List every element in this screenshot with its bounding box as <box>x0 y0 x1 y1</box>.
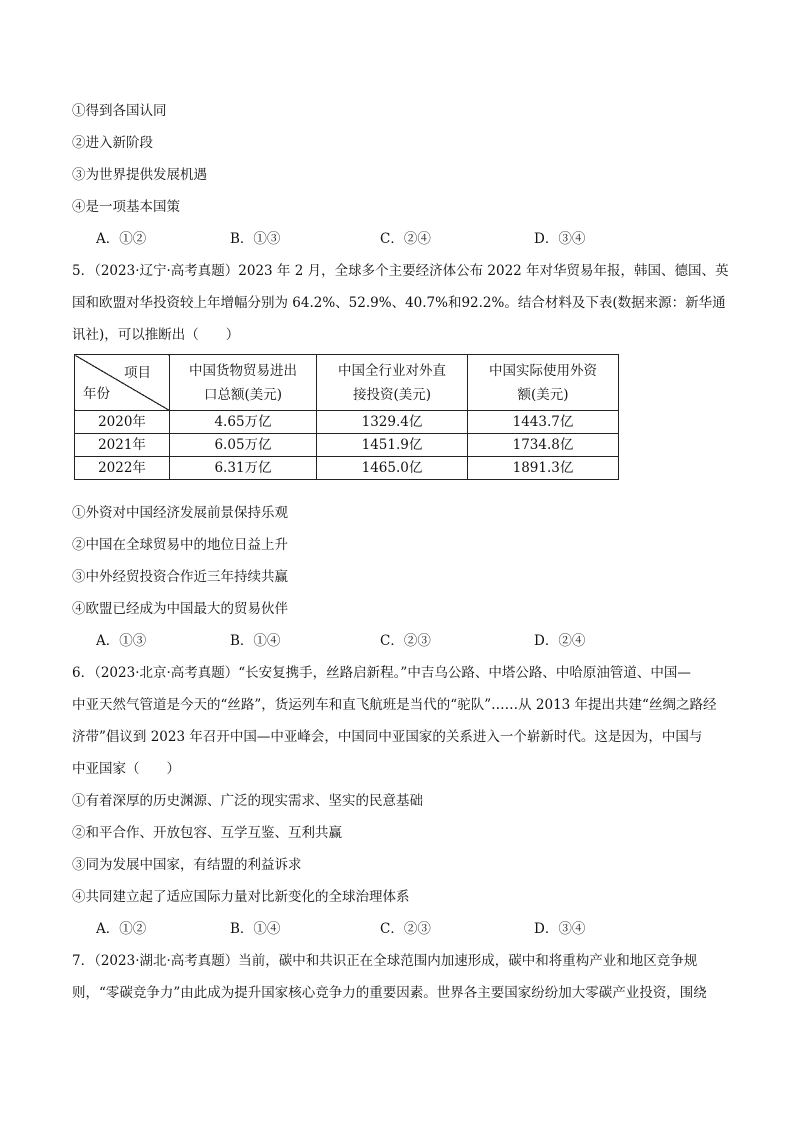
table-cell: 2020年 <box>75 411 170 434</box>
table-cell: 1443.7亿 <box>468 411 619 434</box>
q5-item-4: ④欧盟已经成为中国最大的贸易伙伴 <box>72 601 288 617</box>
q6-option-c[interactable]: C．②③ <box>380 921 431 937</box>
table-cell: 1451.9亿 <box>317 434 468 457</box>
table-row <box>75 457 619 480</box>
q4-item-1: ①得到各国认同 <box>72 103 167 119</box>
table-row <box>75 411 619 434</box>
q6-option-d[interactable]: D．③④ <box>534 921 586 937</box>
table-cell: 1891.3亿 <box>468 457 619 480</box>
table-header-trade: 中国货物贸易进出 口总额(美元) <box>170 355 317 411</box>
q6-option-b[interactable]: B．①④ <box>230 921 281 937</box>
table-cell: 4.65万亿 <box>170 411 317 434</box>
q6-stem-line-2: 中亚天然气管道是今天的“丝路”，货运列车和直飞航班是当代的“驼队”……从 2013 年提出共建“丝绸之路经 <box>72 697 717 713</box>
q4-option-a[interactable]: A．①② <box>96 231 147 247</box>
q5-option-d[interactable]: D．②④ <box>534 633 586 649</box>
q6-options <box>96 919 696 939</box>
table-cell: 2021年 <box>75 434 170 457</box>
table-cell: 1465.0亿 <box>317 457 468 480</box>
q5-data-table <box>74 354 619 480</box>
q6-stem-line-3: 济带”倡议到 2023 年召开中国—中亚峰会，中国同中亚国家的关系进入一个崭新时代。这是因为，中国与 <box>72 729 703 745</box>
q5-option-a[interactable]: A．①③ <box>96 633 147 649</box>
table-cell: 6.05万亿 <box>170 434 317 457</box>
q6-stem-line-1: 6．（2023·北京·高考真题）“长安复携手，丝路启新程。”中吉乌公路、中塔公路、中哈原油管道、中国— <box>72 665 691 681</box>
q5-item-2: ②中国在全球贸易中的地位日益上升 <box>72 537 288 553</box>
q5-stem-line-2: 国和欧盟对华投资较上年增幅分别为 64.2%、52.9%、40.7%和92.2%。结合材料及下表(数据来源：新华通 <box>72 295 726 311</box>
q4-item-4: ④是一项基本国策 <box>72 199 180 215</box>
table-cell: 6.31万亿 <box>170 457 317 480</box>
table-corner-cell <box>75 355 170 411</box>
q7-stem-line-1: 7．（2023·湖北·高考真题）当前，碳中和共识正在全球范围内加速形成，碳中和将重构产业和地区竞争规 <box>72 953 698 969</box>
q5-options <box>96 631 696 651</box>
q4-option-c[interactable]: C．②④ <box>380 231 431 247</box>
corner-label-year: 年份 <box>83 386 110 402</box>
q4-item-2: ②进入新阶段 <box>72 135 153 151</box>
q5-item-1: ①外资对中国经济发展前景保持乐观 <box>72 505 288 521</box>
q5-option-b[interactable]: B．①④ <box>230 633 281 649</box>
q4-option-b[interactable]: B．①③ <box>230 231 281 247</box>
table-header-fdi: 中国实际使用外资 额(美元) <box>468 355 619 411</box>
q6-item-3: ③同为发展中国家，有结盟的利益诉求 <box>72 857 302 873</box>
q5-option-c[interactable]: C．②③ <box>380 633 431 649</box>
table-row <box>75 434 619 457</box>
q4-options <box>96 229 696 249</box>
q5-item-3: ③中外经贸投资合作近三年持续共赢 <box>72 569 288 585</box>
q6-item-4: ④共同建立起了适应国际力量对比新变化的全球治理体系 <box>72 889 410 905</box>
q7-stem-line-2: 则，“零碳竞争力”由此成为提升国家核心竞争力的重要因素。世界各主要国家纷纷加大零碳产业投资，围绕 <box>72 985 707 1001</box>
q6-stem-line-4: 中亚国家（ ） <box>72 761 180 777</box>
table-cell: 2022年 <box>75 457 170 480</box>
q5-stem-line-3: 讯社)，可以推断出（ ） <box>72 327 240 343</box>
corner-label-item: 项目 <box>124 365 151 381</box>
table-cell: 1734.8亿 <box>468 434 619 457</box>
table-cell: 1329.4亿 <box>317 411 468 434</box>
table-header-row <box>75 355 619 411</box>
q4-item-3: ③为世界提供发展机遇 <box>72 167 207 183</box>
q6-item-2: ②和平合作、开放包容、互学互鉴、互利共赢 <box>72 825 342 841</box>
q5-stem-line-1: 5．（2023·辽宁·高考真题）2023 年 2 月，全球多个主要经济体公布 2022 年对华贸易年报，韩国、德国、英 <box>72 263 729 279</box>
table-header-odi: 中国全行业对外直 接投资(美元) <box>317 355 468 411</box>
q4-option-d[interactable]: D．③④ <box>534 231 586 247</box>
q6-option-a[interactable]: A．①② <box>96 921 147 937</box>
q6-item-1: ①有着深厚的历史渊源、广泛的现实需求、坚实的民意基础 <box>72 793 423 809</box>
